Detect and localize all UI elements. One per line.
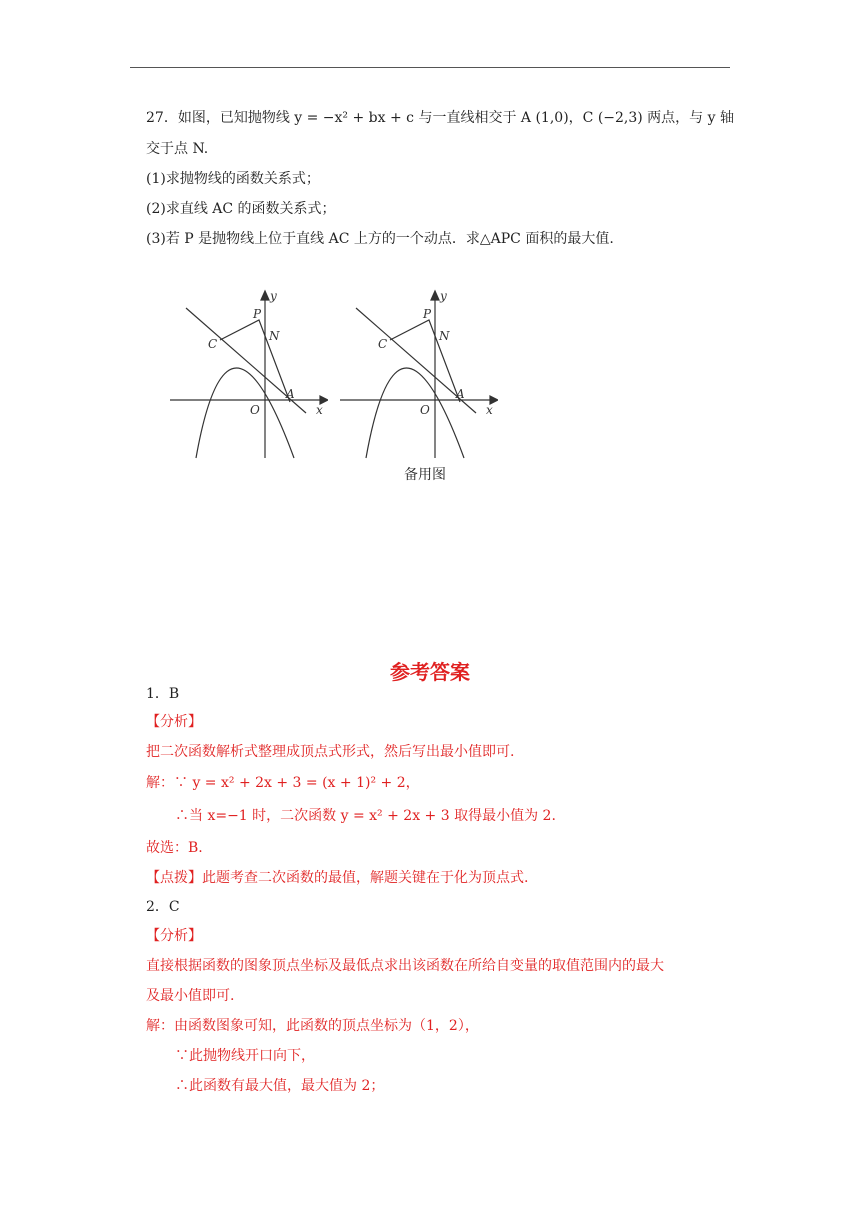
label-n: N <box>439 329 450 343</box>
parabola-figure-spare <box>338 288 498 463</box>
figure-caption: 备用图 <box>404 467 446 483</box>
answers-title: 参考答案 <box>390 660 470 684</box>
answer1-choice: 故选：B. <box>146 840 203 856</box>
label-c: C <box>378 337 388 351</box>
answer1-solution-2: ∴当 x=−1 时，二次函数 y = x² + 2x + 3 取得最小值为 2. <box>175 808 556 824</box>
label-y: y <box>270 289 277 303</box>
question-line1: 27．如图，已知抛物线 y = −x² + bx + c 与一直线相交于 A (1,0)，C (−2,3) 两点，与 y 轴 <box>146 110 734 126</box>
label-n: N <box>269 329 280 343</box>
question-part3: (3)若 P 是抛物线上位于直线 AC 上方的一个动点．求△APC 面积的最大值. <box>146 231 614 247</box>
answer2-analysis-tag: 【分析】 <box>146 928 202 944</box>
answer2-number: 2．C <box>146 899 180 915</box>
y-axis-arrow <box>261 291 269 300</box>
answer1-analysis: 把二次函数解析式整理成顶点式形式，然后写出最小值即可. <box>146 744 515 760</box>
header-rule <box>130 67 730 68</box>
answer2-solution-2: ∵此抛物线开口向下， <box>175 1048 315 1064</box>
label-c: C <box>208 337 218 351</box>
label-o: O <box>250 403 260 417</box>
answer1-solution-1: 解：∵ y = x² + 2x + 3 = (x + 1)² + 2， <box>146 775 420 791</box>
label-x: x <box>316 403 323 417</box>
label-p: P <box>423 307 432 321</box>
answer2-solution-3: ∴此函数有最大值，最大值为 2； <box>175 1078 385 1094</box>
label-x: x <box>486 403 493 417</box>
question-part1: (1)求抛物线的函数关系式； <box>146 171 320 187</box>
question-line2: 交于点 N. <box>146 141 209 157</box>
answer2-analysis-1: 直接根据函数的图象顶点坐标及最低点求出该函数在所给自变量的取值范围内的最大 <box>146 958 664 974</box>
answer1-analysis-tag: 【分析】 <box>146 714 202 730</box>
parabola-curve <box>196 368 294 458</box>
label-o: O <box>420 403 430 417</box>
parabola-figure-main <box>168 288 328 463</box>
answer1-tip: 【点拨】此题考查二次函数的最值，解题关键在于化为顶点式. <box>146 870 529 886</box>
y-axis-arrow <box>431 291 439 300</box>
answer2-solution-1: 解：由函数图象可知，此函数的顶点坐标为（1，2）， <box>146 1018 479 1034</box>
label-p: P <box>253 307 262 321</box>
label-a: A <box>286 387 295 401</box>
parabola-curve <box>366 368 464 458</box>
question-part2: (2)求直线 AC 的函数关系式； <box>146 201 336 217</box>
label-y: y <box>440 289 447 303</box>
answer1-number: 1．B <box>146 686 180 702</box>
answer2-analysis-2: 及最小值即可. <box>146 988 235 1004</box>
label-a: A <box>456 387 465 401</box>
